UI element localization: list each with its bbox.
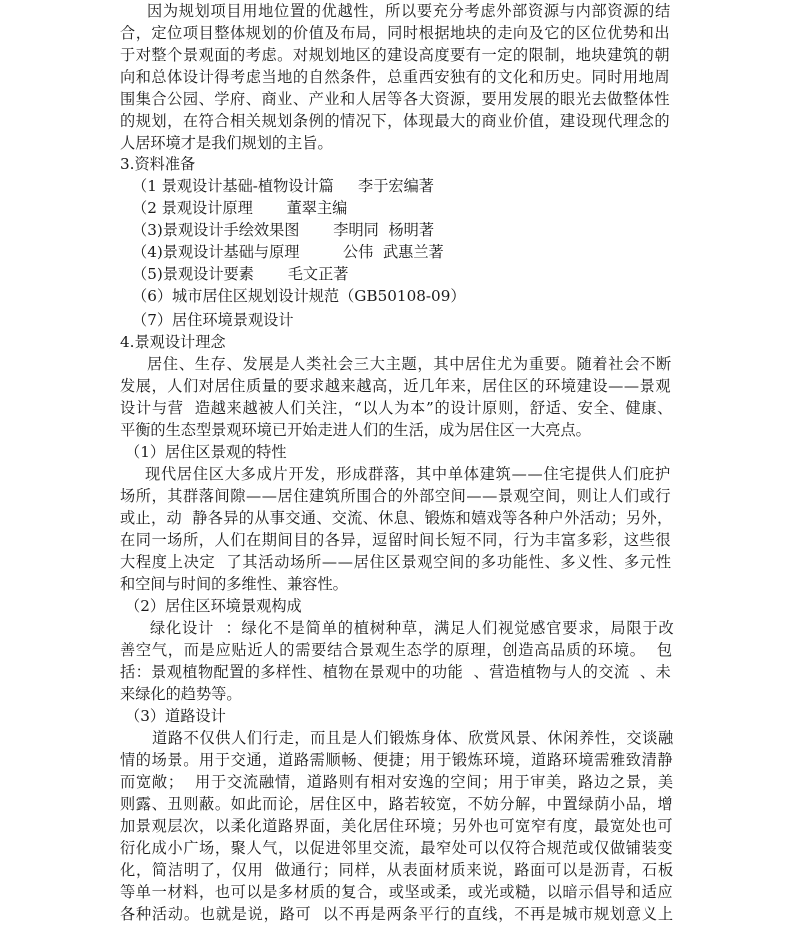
text-line: 现代居住区大多成片开发，形成群落，其中单体建筑——住宅提供人们庇护 xyxy=(145,465,671,483)
text-line: 居住、生存、发展是人类社会三大主题，其中居住尤为重要。随着社会不断 xyxy=(147,355,672,373)
text-line: 的规划，在符合相关规划条例的情况下，体现最大的商业价值，建设现代理念的 xyxy=(120,112,671,130)
text-line: 发展，人们对居住质量的要求越来越高，近几年来，居住区的环境建设——景观 xyxy=(120,377,672,395)
text-line: 于对整个景观面的考虑。对规划地区的建设高度要有一定的限制，地块建筑的朝 xyxy=(120,46,671,64)
text-line: （6）城市居住区规划设计规范（GB50108-09） xyxy=(132,287,466,305)
text-line: 衍化成小广场，聚人气，以促进邻里交流，最窄处可以仅符合规范或仅做铺装变 xyxy=(120,839,674,857)
text-line: 各种活动。也就是说，路可 以不再是两条平行的直线，不再是城市规划意义上 xyxy=(120,905,674,923)
text-line: 等单一材料，也可以是多材质的复合，或坚或柔，或光或糙，以暗示倡导和适应 xyxy=(120,883,674,901)
text-line: （2 景观设计原理 董翠主编 xyxy=(132,199,348,217)
text-line: （2）居住区环境景观构成 xyxy=(125,597,302,615)
text-line: 3.资料准备 xyxy=(120,155,196,173)
text-line: 来绿化的趋势等。 xyxy=(120,685,242,703)
text-line: 加景观层次，以柔化道路界面，美化居住环境；另外也可宽窄有度，最宽处也可 xyxy=(120,817,674,835)
text-line: 围集合公园、学府、商业、产业和人居等各大资源，要用发展的眼光去做整体性 xyxy=(120,90,671,108)
text-line: 设计与营 造越来越被人们关注，“以人为本”的设计原则，舒适、安全、健康、 xyxy=(120,399,674,417)
text-line: （7）居住环境景观设计 xyxy=(132,311,294,329)
text-line: 和空间与时间的多维性、兼容性。 xyxy=(120,575,348,593)
text-line: 则露、丑则蔽。如此而论，居住区中，路若较宽，不妨分解，中置绿荫小品，增 xyxy=(120,795,674,813)
text-line: 道路不仅供人们行走，而且是人们锻炼身体、欣赏风景、休闲养性，交谈融 xyxy=(152,729,674,747)
text-line: 绿化设计 ：绿化不是简单的植树种草，满足人们视觉感官要求，局限于改 xyxy=(150,619,675,637)
text-line: （1 景观设计基础-植物设计篇 李于宏编著 xyxy=(132,177,434,195)
text-line: 括：景观植物配置的多样性、植物在景观中的功能 、营造植物与人的交流 、未 xyxy=(120,663,672,681)
text-line: （3）道路设计 xyxy=(125,707,226,725)
text-line: 而宽敞； 用于交流融情，道路则有相对安逸的空间；用于审美，路边之景，美 xyxy=(120,773,674,791)
text-line: （4)景观设计基础与原理 公伟 武惠兰著 xyxy=(132,243,444,261)
text-line: 向和总体设计得考虑当地的自然条件，总重西安独有的文化和历史。同时用地周 xyxy=(120,68,671,86)
text-line: 善空气，而是应贴近人的需要结合景观生态学的原理，创造高品质的环境。 包 xyxy=(120,641,673,659)
text-line: 化，简洁明了，仅用 做通行；同样，从表面材质来说，路面可以是沥青，石板 xyxy=(120,861,674,879)
text-line: 在同一场所，人们在期间目的各异，逗留时间长短不同，行为丰富多彩，这些很 xyxy=(120,531,672,549)
text-line: 4.景观设计理念 xyxy=(120,333,226,351)
text-line: 人居环境才是我们规划的主旨。 xyxy=(120,134,333,152)
text-line: （3)景观设计手绘效果图 李明同 杨明著 xyxy=(132,221,435,239)
text-line: 情的场景。用于交通，道路需顺畅、便捷；用于锻炼环境，道路环境需雅致清静 xyxy=(120,751,674,769)
text-line: 大程度上决定 了其活动场所——居住区景观空间的多功能性、多义性、多元性 xyxy=(120,553,672,571)
text-line: （5)景观设计要素 毛文正著 xyxy=(132,265,349,283)
text-line: 因为规划项目用地位置的优越性，所以要充分考虑外部资源与内部资源的结 xyxy=(147,2,671,20)
text-line: 平衡的生态型景观环境已开始走进人们的生活，成为居住区一大亮点。 xyxy=(120,421,591,439)
text-line: 合，定位项目整体规划的价值及布局，同时根据地块的走向及它的区位优势和出 xyxy=(120,24,671,42)
text-line: 场所，其群落间隙——居住建筑所围合的外部空间——景观空间，则让人们或行 xyxy=(120,487,672,505)
text-line: 或止，动 静各异的从事交通、交流、休息、锻炼和嬉戏等各种户外活动；另外， xyxy=(120,509,673,527)
text-line: （1）居住区景观的特性 xyxy=(125,443,287,461)
